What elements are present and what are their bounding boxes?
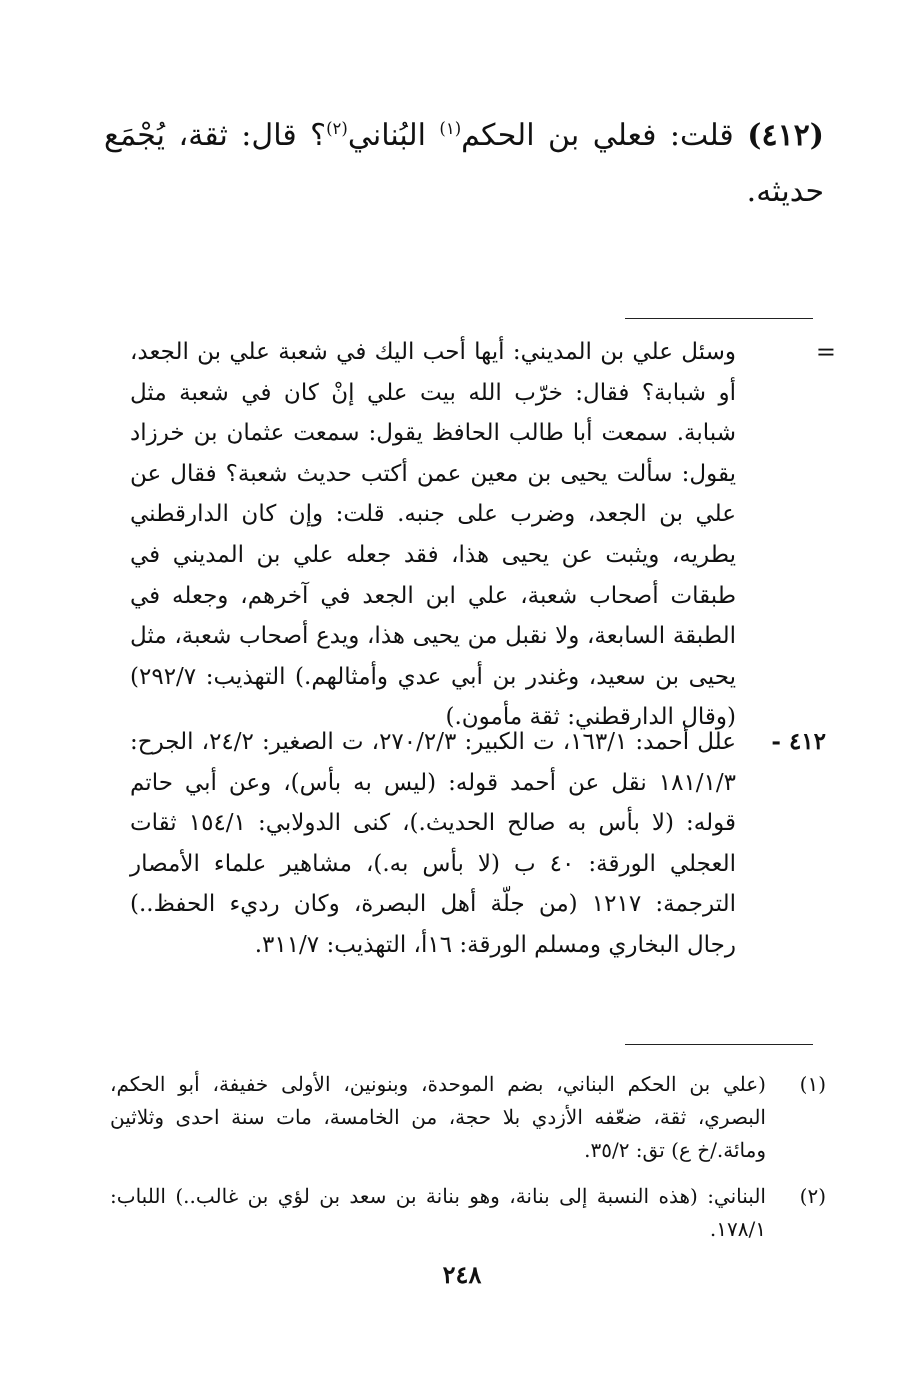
page-number: ٢٤٨ <box>442 1260 482 1289</box>
footnote-ref-2[interactable]: (٢) <box>326 119 348 138</box>
entry-number: (٤١٢) <box>747 118 824 153</box>
footnote-1-text: (علي بن الحكم البناني، بضم الموحدة، وبنونين، الأولى خفيفة، أبو الحكم، البصري، ثقة، ضعّفه الأزدي بلا حجة، من الخامسة، مات سنة احدى وثلاثين ومائة./خ ع) تق: ٣٥/٢. <box>110 1072 766 1162</box>
entry-text-part2: البُناني <box>347 118 440 153</box>
footnotes-separator <box>625 1044 813 1045</box>
footnote-2-text: البناني: (هذه النسبة إلى بنانة، وهو بنانة بن سعد بن لؤي بن غالب..) اللباب: ١٧٨/١. <box>110 1184 766 1241</box>
notes-separator <box>625 318 813 319</box>
continuation-marker: = <box>815 338 836 366</box>
biblio-number: ٤١٢ - <box>771 728 826 755</box>
entry-412 <box>104 108 824 220</box>
biblio-text: علل أحمد: ١٦٣/١، ت الكبير: ٢٧٠/٢/٣، ت الصغير: ٢٤/٢، الجرح: ١٨١/١/٣ نقل عن أحمد قوله: (ليس به بأس)، وعن أبي حاتم قوله: (لا بأس به صالح الحديث.)، كنى الدولابي: ١٥٤/١ ثقات العجلي الورقة: ٤٠ ب (لا بأس به.)، مشاهير علماء الأمصار الترجمة: ١٢١٧ (من جلّة أهل البصرة، وكان رديء الحفظ..) رجال البخاري ومسلم الورقة: ١٦أ، التهذيب: ٣١١/٧. <box>130 729 737 958</box>
footnote-ref-1[interactable]: (١) <box>439 119 462 138</box>
entry-text-part3: ؟ قال: ثقة، يُجْمَع حديثه. <box>104 118 824 209</box>
footnote-2-mark: (٢) <box>799 1184 826 1208</box>
continued-note-text: وسئل علي بن المديني: أيها أحب اليك في شعبة علي بن الجعد، أو شبابة؟ فقال: خرّب الله بيت علي إنْ كان في شعبة مثل شبابة. سمعت أبا طالب الحافظ يقول: سمعت عثمان بن خرزاد يقول: سألت يحيى بن معين عمن أكتب حديث شعبة؟ فقال عن علي بن الجعد، وضرب على جنبه. قلت: وإن كان الدارقطني يطريه، ويثبت عن يحيى هذا، فقد جعله علي بن المديني في طبقات أصحاب شعبة، علي ابن الجعد في آخرهم، وجعله في الطبقة السابعة، ولا نقبل من يحيى هذا، ويدع أصحاب شعبة، مثل يحيى بن سعيد، وغندر بن أبي عدي وأمثالهم.) التهذيب: ٢٩٢/٧) (وقال الدارقطني: ثقة مأمون.) <box>130 339 736 731</box>
entry-text-part1: قلت: فعلي بن الحكم <box>461 118 748 153</box>
footnote-1-mark: (١) <box>799 1072 826 1096</box>
